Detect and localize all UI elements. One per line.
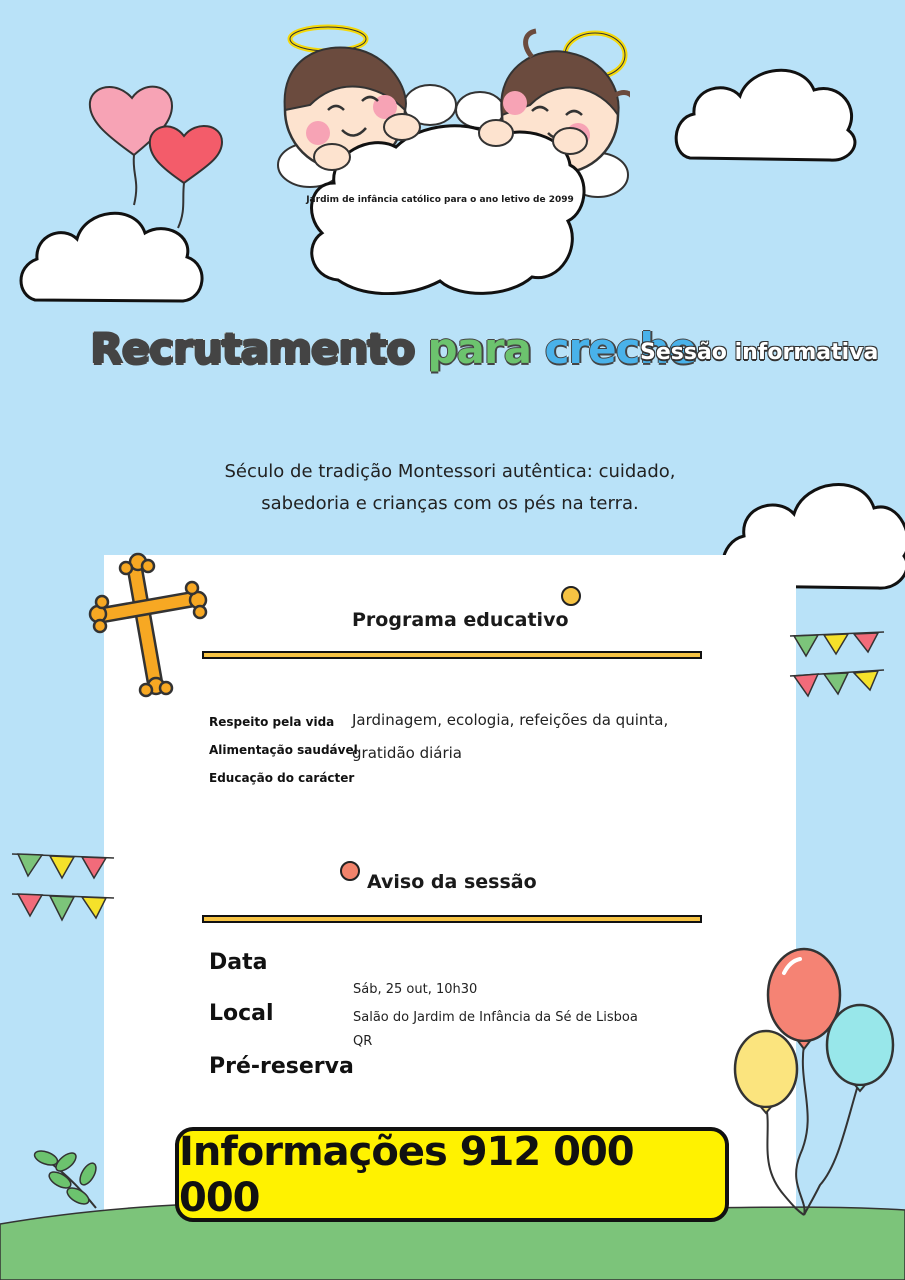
program-item: Respeito pela vida xyxy=(209,715,335,729)
page-subtitle: Sessão informativa xyxy=(640,340,879,365)
heart-balloons-decoration xyxy=(86,80,231,230)
title-word-1: Recrutamento xyxy=(90,324,414,373)
school-year-caption: Jardim de infância católico para o ano letivo de 2099 xyxy=(306,195,574,205)
reservation-value: QR xyxy=(353,1034,373,1049)
program-heading-dot xyxy=(561,586,581,606)
contact-info-box xyxy=(175,1127,729,1222)
program-item: Educação do carácter xyxy=(209,771,355,785)
program-description-line-1: Jardinagem, ecologia, refeições da quinta, xyxy=(352,711,669,729)
program-item: Alimentação saudável xyxy=(209,743,358,757)
bunting-left-decoration xyxy=(10,848,118,928)
program-description xyxy=(352,704,712,770)
program-divider xyxy=(202,651,702,659)
tagline xyxy=(150,456,750,520)
cloud-right-top-decoration xyxy=(670,58,860,166)
program-heading: Programa educativo xyxy=(352,609,569,631)
date-label: Data xyxy=(209,950,268,975)
title-word-2: para xyxy=(427,324,531,373)
date-value: Sáb, 25 out, 10h30 xyxy=(353,982,478,997)
program-description-line-2: gratidão diária xyxy=(352,744,462,762)
session-divider xyxy=(202,915,702,923)
cross-icon xyxy=(86,548,211,700)
angels-illustration xyxy=(270,15,630,295)
location-label: Local xyxy=(209,1001,274,1026)
reservation-label: Pré-reserva xyxy=(209,1054,354,1079)
contact-info-text: Informações 912 000 000 xyxy=(179,1128,634,1221)
leaf-sprig-decoration xyxy=(30,1138,110,1210)
tagline-line-1: Século de tradição Montessori autêntica: cuidado, xyxy=(224,461,676,482)
location-value: Salão do Jardim de Infância da Sé de Lisboa xyxy=(353,1010,638,1025)
session-heading: Aviso da sessão xyxy=(367,871,537,893)
page-title xyxy=(90,324,696,373)
round-balloons-decoration xyxy=(728,945,898,1220)
tagline-line-2: sabedoria e crianças com os pés na terra. xyxy=(261,493,639,514)
bunting-right-decoration xyxy=(788,628,888,703)
session-heading-dot xyxy=(340,861,360,881)
program-items xyxy=(209,708,358,792)
title-word-3: creche xyxy=(544,324,696,373)
